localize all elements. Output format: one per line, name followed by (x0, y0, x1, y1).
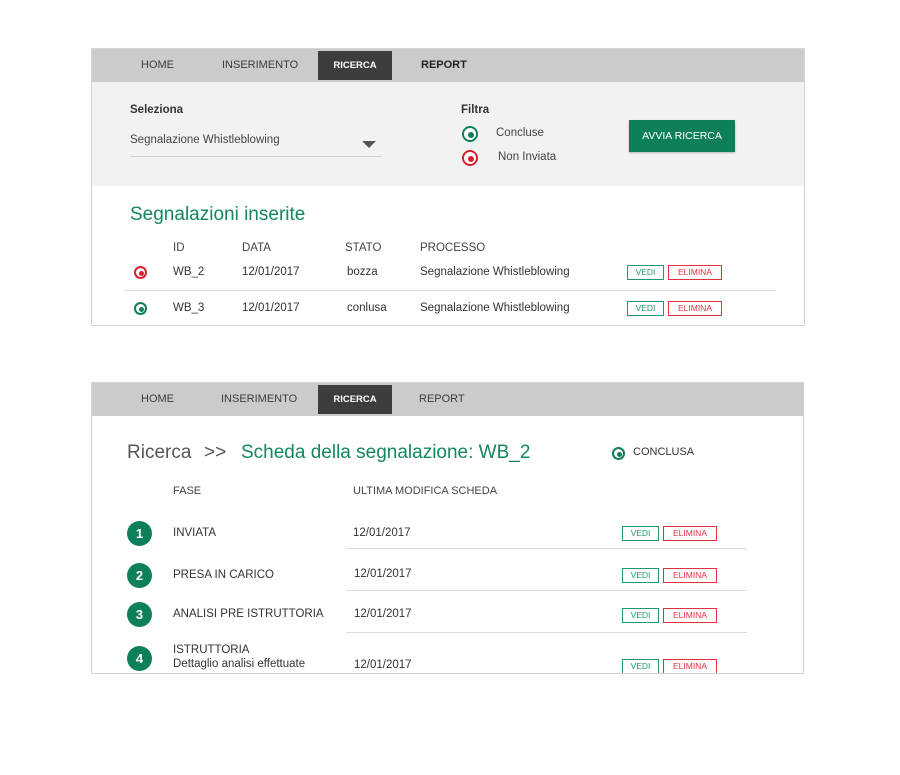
step-date: 12/01/2017 (354, 608, 412, 620)
start-search-button[interactable]: AVVIA RICERCA (629, 120, 735, 152)
search-panel (91, 48, 805, 326)
view-button[interactable]: VEDI (622, 568, 659, 583)
col-header-data: DATA (242, 242, 271, 254)
nav-report[interactable]: REPORT (419, 393, 465, 405)
step-name: INVIATA (173, 527, 217, 539)
nav-report[interactable]: REPORT (421, 59, 467, 71)
view-button[interactable]: VEDI (627, 265, 664, 280)
section-title: Segnalazioni inserite (130, 204, 306, 225)
nav-home[interactable]: HOME (141, 393, 174, 405)
step-name: ANALISI PRE ISTRUTTORIA (173, 608, 324, 620)
delete-button[interactable]: ELIMINA (668, 301, 722, 316)
col-header-fase: FASE (173, 485, 202, 497)
delete-button[interactable]: ELIMINA (663, 568, 717, 583)
filter-bar (92, 82, 804, 186)
col-header-id: ID (173, 242, 185, 254)
chevron-down-icon[interactable] (362, 141, 376, 148)
delete-button[interactable]: ELIMINA (663, 608, 717, 623)
col-header-processo: PROCESSO (420, 242, 486, 254)
col-header-last-modified: ULTIMA MODIFICA SCHEDA (353, 485, 498, 497)
filter-label: Filtra (461, 104, 490, 116)
step-name: ISTRUTTORIA (173, 644, 250, 656)
row-date: 12/01/2017 (242, 266, 300, 278)
status-icon-red (134, 266, 147, 279)
nav-inserimento[interactable]: INSERIMENTO (221, 393, 298, 405)
nav-ricerca-active[interactable]: RICERCA (318, 385, 392, 414)
radio-concluse-label: Concluse (496, 127, 544, 139)
row-divider (346, 632, 747, 633)
step-date: 12/01/2017 (353, 527, 411, 539)
process-select[interactable]: Segnalazione Whistleblowing (130, 134, 280, 146)
step-number: 2 (127, 563, 152, 588)
row-process: Segnalazione Whistleblowing (420, 302, 570, 314)
delete-button[interactable]: ELIMINA (663, 526, 717, 541)
nav-inserimento[interactable]: INSERIMENTO (222, 59, 299, 71)
view-button[interactable]: VEDI (622, 659, 659, 674)
row-divider (346, 590, 747, 591)
step-name: PRESA IN CARICO (173, 569, 274, 581)
row-date: 12/01/2017 (242, 302, 300, 314)
step-date: 12/01/2017 (354, 659, 412, 671)
page-title: Scheda della segnalazione: WB_2 (241, 442, 531, 463)
delete-button[interactable]: ELIMINA (668, 265, 722, 280)
nav-home[interactable]: HOME (141, 59, 174, 71)
top-nav (92, 383, 803, 416)
view-button[interactable]: VEDI (622, 608, 659, 623)
step-number: 4 (127, 646, 152, 671)
status-label: CONCLUSA (633, 446, 695, 458)
radio-non-inviata[interactable] (462, 150, 478, 166)
row-state: conlusa (347, 302, 387, 314)
step-date: 12/01/2017 (354, 568, 412, 580)
status-icon-green (134, 302, 147, 315)
select-underline (130, 156, 382, 157)
delete-button[interactable]: ELIMINA (663, 659, 717, 674)
view-button[interactable]: VEDI (627, 301, 664, 316)
row-id: WB_2 (173, 266, 205, 278)
step-number: 1 (127, 521, 152, 546)
row-state: bozza (347, 266, 378, 278)
col-header-stato: STATO (345, 242, 382, 254)
status-icon-green (612, 447, 625, 460)
breadcrumb-separator: >> (204, 442, 227, 463)
step-subname: Dettaglio analisi effettuate (173, 658, 306, 670)
view-button[interactable]: VEDI (622, 526, 659, 541)
row-divider (124, 290, 776, 291)
breadcrumb-root[interactable]: Ricerca (127, 442, 192, 463)
step-number: 3 (127, 602, 152, 627)
row-divider (346, 548, 747, 549)
nav-ricerca-active[interactable]: RICERCA (318, 51, 392, 80)
radio-concluse[interactable] (462, 126, 478, 142)
report-detail-panel (91, 382, 804, 674)
row-process: Segnalazione Whistleblowing (420, 266, 570, 278)
top-nav (92, 49, 804, 82)
radio-non-inviata-label: Non Inviata (498, 151, 557, 163)
row-id: WB_3 (173, 302, 205, 314)
select-label: Seleziona (130, 104, 184, 116)
